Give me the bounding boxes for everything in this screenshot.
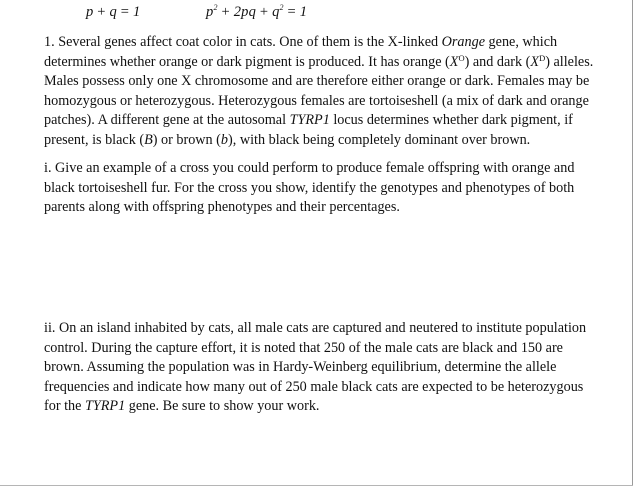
genotype-frequency-equation: $p^2 + 2pq + q^2 = 1$: [206, 3, 308, 20]
question-1-paragraph: 1. Several genes affect coat color in cats. One of them is the X-linked Orange gene, which determines whether orange or dark pigment is produced. It has orange $(X^O)$ and dark $(X^D)$ alleles. Males possess only one X chromosome and are therefore either orange or dark. Females may be homozygous or heterozygous. Heterozygous females are tortoiseshell (a mix of dark and orange patches). A different gene at the autosomal TYRP1 locus determines whether dark pigment, if present, is black (B) or brown (b), with black being completely dominant over brown.: [44, 34, 594, 148]
allele-frequency-equation: p + q = 1: [86, 4, 141, 20]
part-ii-paragraph: ii. On an island inhabited by cats, all male cats are captured and neutered to institute population control. During the capture effort, it is noted that 250 of the male cats are black and 150 are brown. Assuming the population was in Hardy-Weinberg equilibrium, determine the allele frequencies and indicate how many out of 250 male black cats are expected to be heterozygous for the TYRP1 gene. Be sure to show your work.: [44, 320, 587, 415]
part-i-paragraph: i. Give an example of a cross you could perform to produce female offspring with orange and black tortoiseshell fur. For the cross you show, identify the genotypes and phenotypes of both parents along with offspring phenotypes and their percentages.: [44, 160, 575, 216]
